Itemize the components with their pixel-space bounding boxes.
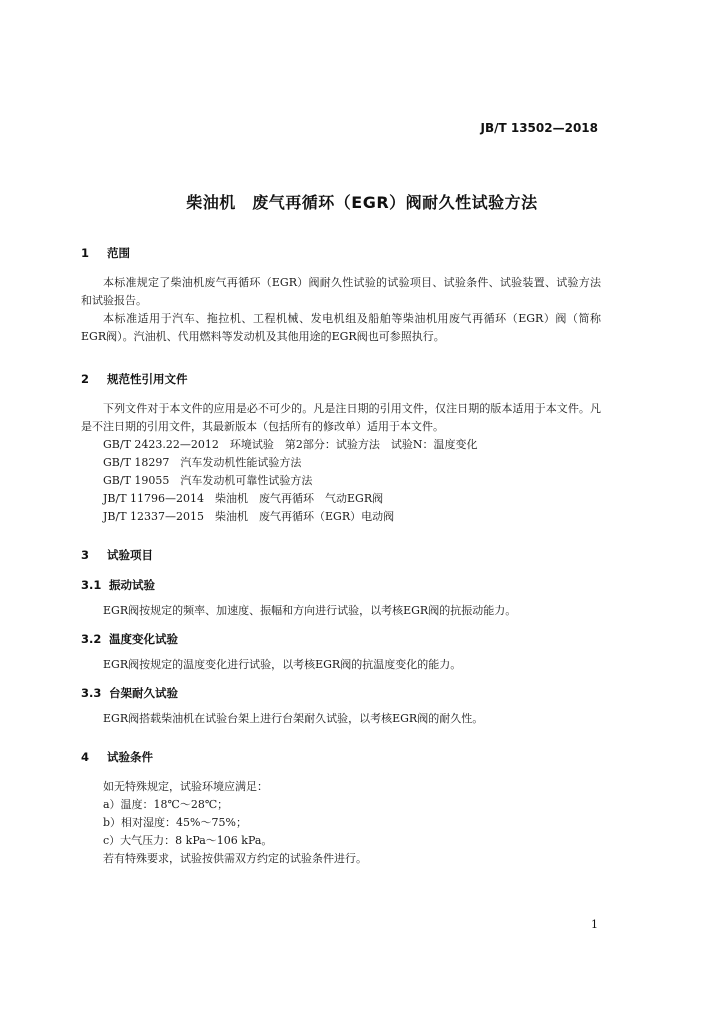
section-number: 3 [81, 548, 90, 562]
condition-line: b）相对湿度：45%～75%； [103, 816, 247, 829]
reference-item: JB/T 11796—2014 柴油机 废气再循环 气动EGR阀 [103, 492, 384, 505]
subsection-title: 台架耐久试验 [109, 686, 178, 700]
subsection-title: 振动试验 [109, 578, 155, 592]
paragraph: EGR阀搭载柴油机在试验台架上进行台架耐久试验，以考核EGR阀的耐久性。 [103, 712, 484, 725]
subsection-heading [81, 576, 601, 594]
section-heading [81, 546, 601, 564]
section-heading [81, 748, 601, 766]
condition-line: c）大气压力：8 kPa～106 kPa。 [103, 834, 273, 847]
subsection-number: 3.3 [81, 686, 102, 700]
subsection-heading [81, 684, 601, 702]
section-title: 试验项目 [107, 548, 153, 562]
section-heading [81, 244, 601, 262]
subsection-number: 3.1 [81, 578, 102, 592]
paragraph: 本标准适用于汽车、拖拉机、工程机械、发电机组及船舶等柴油机用废气再循环（EGR）阀（简称EGR阀）。汽油机、代用燃料等发动机及其他用途的EGR阀也可参照执行。 [81, 312, 601, 343]
document-title: 柴油机 废气再循环（EGR）阀耐久性试验方法 [186, 193, 538, 212]
document-body [81, 244, 601, 882]
section-number: 4 [81, 750, 90, 764]
section-number: 2 [81, 372, 90, 386]
section-normative-references [81, 370, 601, 526]
page-number: 1 [591, 918, 598, 931]
condition-line: a）温度：18℃～28℃； [103, 798, 229, 811]
reference-item: JB/T 12337—2015 柴油机 废气再循环（EGR）电动阀 [103, 510, 395, 523]
subsection-heading [81, 630, 601, 648]
paragraph: EGR阀按规定的频率、加速度、振幅和方向进行试验，以考核EGR阀的抗振动能力。 [103, 604, 517, 617]
section-title: 范围 [107, 246, 130, 260]
section-scope [81, 244, 601, 346]
section-test-conditions [81, 748, 601, 868]
reference-item: GB/T 2423.22—2012 环境试验 第2部分：试验方法 试验N：温度变化 [103, 438, 478, 451]
paragraph: 下列文件对于本文件的应用是必不可少的。凡是注日期的引用文件，仅注日期的版本适用于本文件。凡是不注日期的引用文件，其最新版本（包括所有的修改单）适用于本文件。 [81, 402, 601, 433]
condition-line: 如无特殊规定，试验环境应满足： [103, 780, 268, 793]
paragraph: EGR阀按规定的温度变化进行试验，以考核EGR阀的抗温度变化的能力。 [103, 658, 462, 671]
section-title: 规范性引用文件 [107, 372, 188, 386]
section-title: 试验条件 [107, 750, 153, 764]
section-test-items [81, 546, 601, 728]
subsection-number: 3.2 [81, 632, 102, 646]
section-heading [81, 370, 601, 388]
reference-item: GB/T 18297 汽车发动机性能试验方法 [103, 456, 302, 469]
section-number: 1 [81, 246, 90, 260]
reference-item: GB/T 19055 汽车发动机可靠性试验方法 [103, 474, 313, 487]
condition-line: 若有特殊要求，试验按供需双方约定的试验条件进行。 [103, 852, 367, 865]
subsection-title: 温度变化试验 [109, 632, 178, 646]
paragraph: 本标准规定了柴油机废气再循环（EGR）阀耐久性试验的试验项目、试验条件、试验装置、试验方法和试验报告。 [81, 276, 601, 307]
document-number: JB/T 13502—2018 [480, 121, 598, 135]
